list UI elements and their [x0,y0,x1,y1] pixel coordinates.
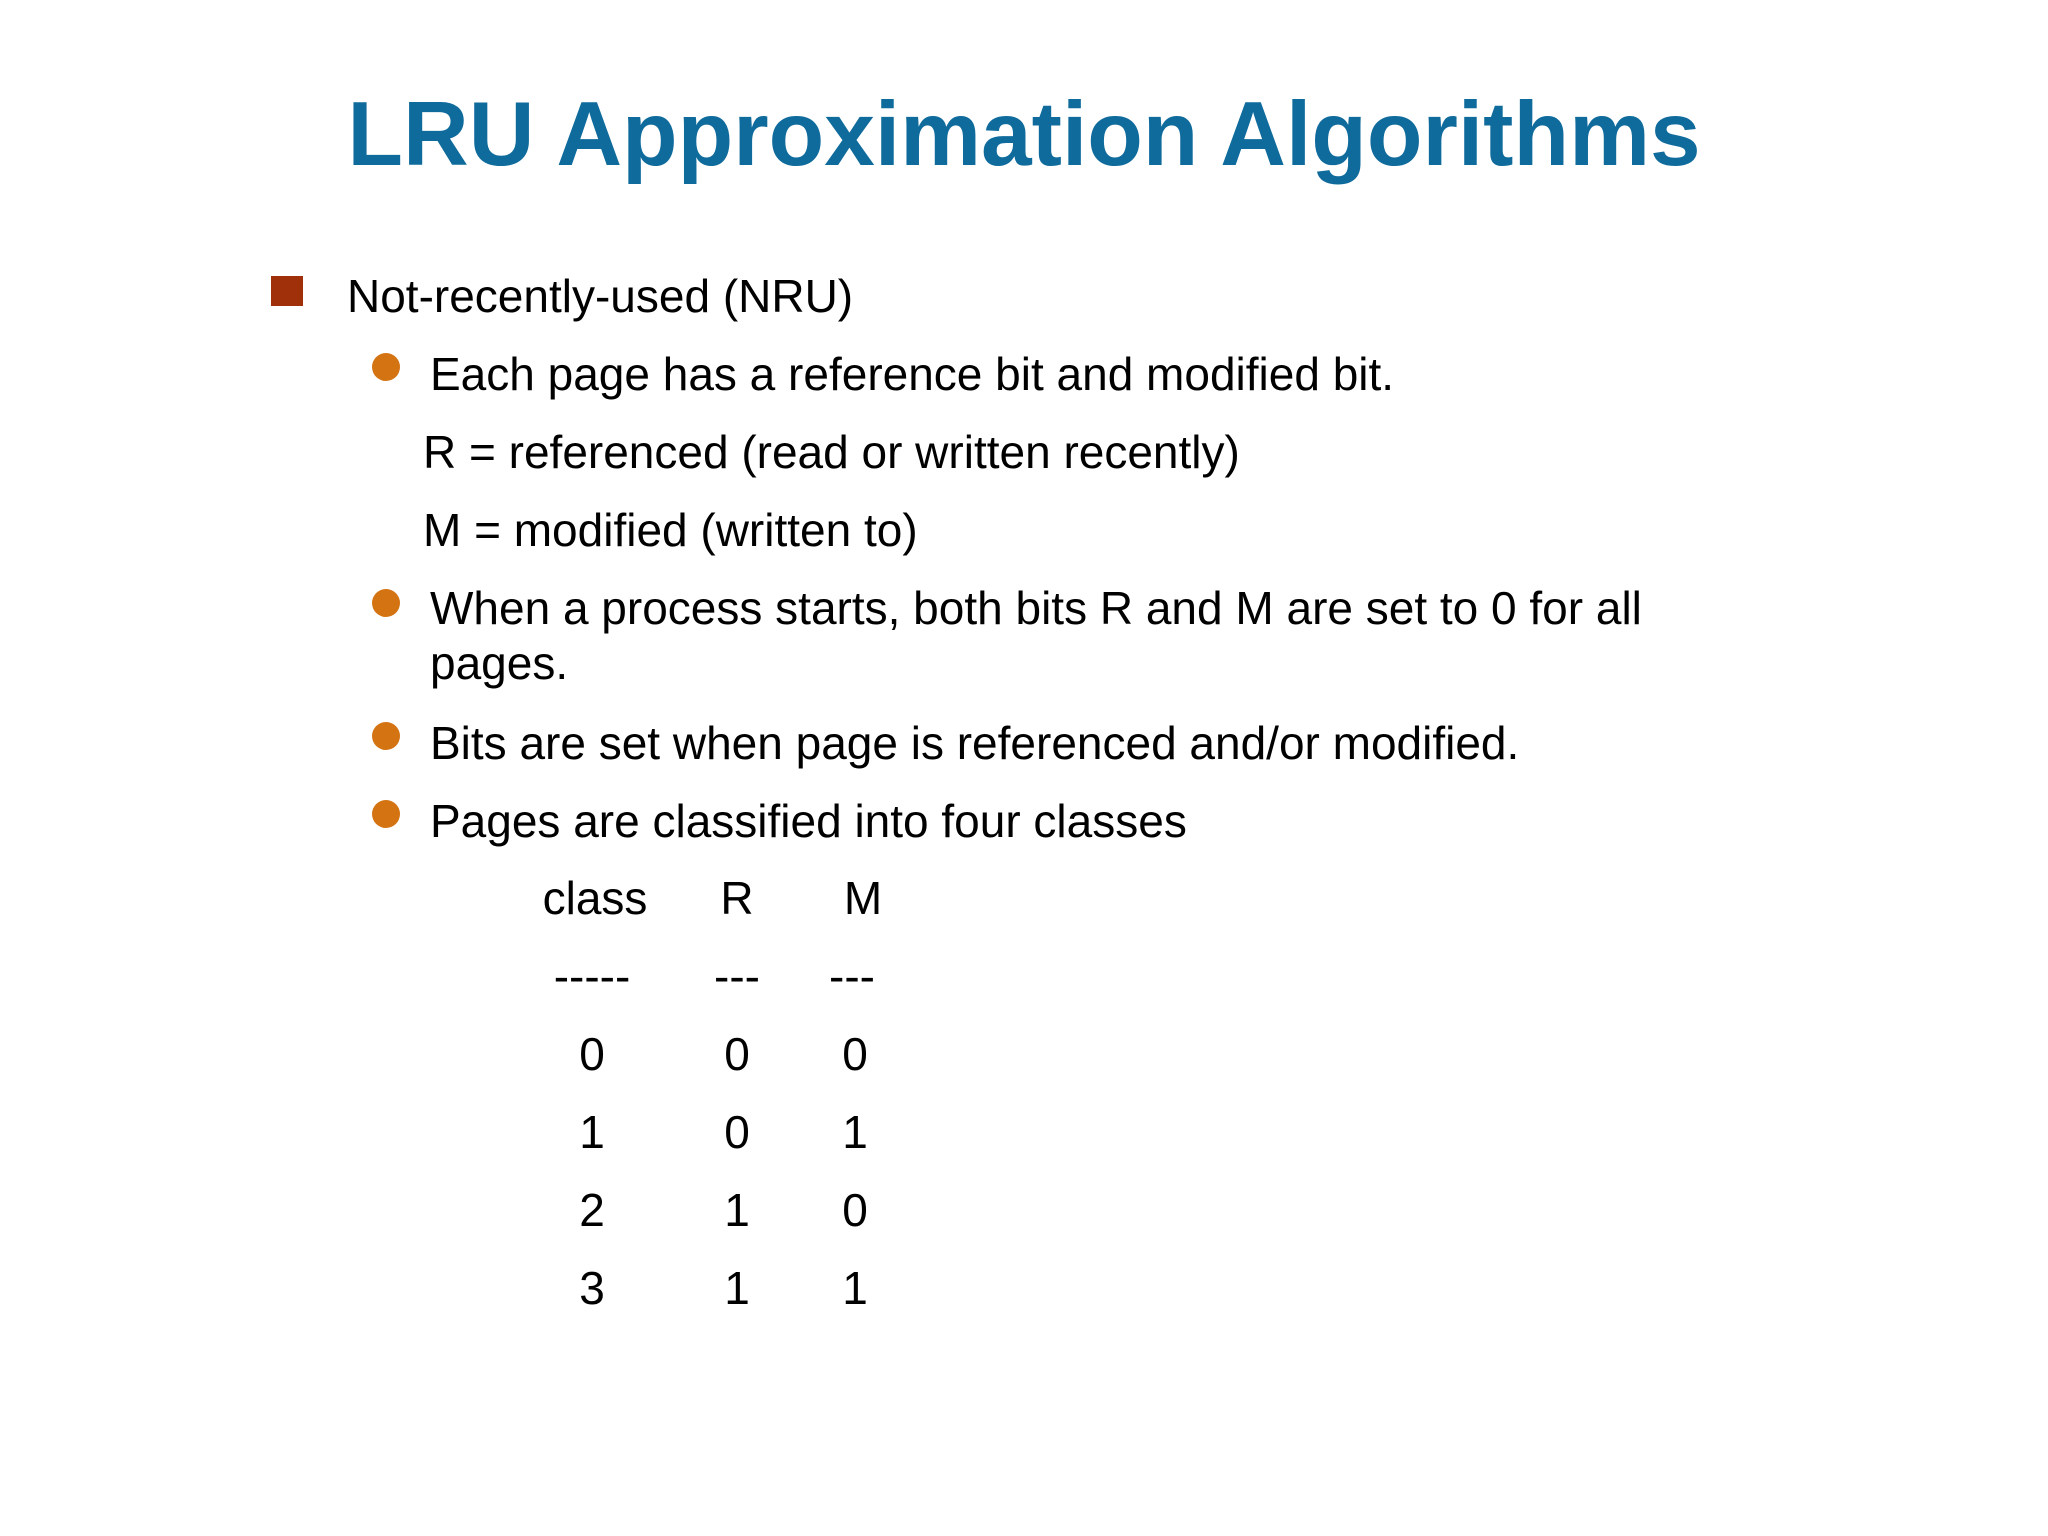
table-cell: 3 [579,1262,605,1314]
table-cell: 1 [842,1262,868,1314]
dot-bullet-icon [372,589,400,617]
dot-bullet-icon [372,353,400,381]
bullet-nru: Not-recently-used (NRU) [347,270,854,322]
table-separator: ----- [553,950,631,1002]
table-separator: --- [829,950,875,1002]
table-cell: 0 [724,1028,750,1080]
slide-title: LRU Approximation Algorithms [347,84,1701,185]
table-cell: 0 [724,1106,750,1158]
table-cell: 1 [842,1106,868,1158]
dot-bullet-icon [372,722,400,750]
line-m-modified: M = modified (written to) [423,504,918,556]
table-separator: --- [714,950,760,1002]
bullet-reference-bits: Each page has a reference bit and modified bit. [430,348,1395,400]
table-header-r: R [720,872,754,924]
table-header-m: M [843,872,883,924]
bullet-four-classes: Pages are classified into four classes [430,795,1187,847]
table-cell: 0 [842,1184,868,1236]
bullet-bits-set: Bits are set when page is referenced and/or modified. [430,717,1520,769]
table-header-class: class [542,872,648,924]
table-cell: 2 [579,1184,605,1236]
square-bullet-icon [271,276,303,306]
bullet-process-starts-line1: When a process starts, both bits R and M are set to 0 for all [430,582,1642,634]
line-r-referenced: R = referenced (read or written recently) [423,426,1240,478]
table-cell: 1 [579,1106,605,1158]
bullet-process-starts-line2: pages. [430,637,569,689]
table-cell: 1 [724,1262,750,1314]
table-cell: 0 [579,1028,605,1080]
table-cell: 0 [842,1028,868,1080]
dot-bullet-icon [372,800,400,828]
table-cell: 1 [724,1184,750,1236]
